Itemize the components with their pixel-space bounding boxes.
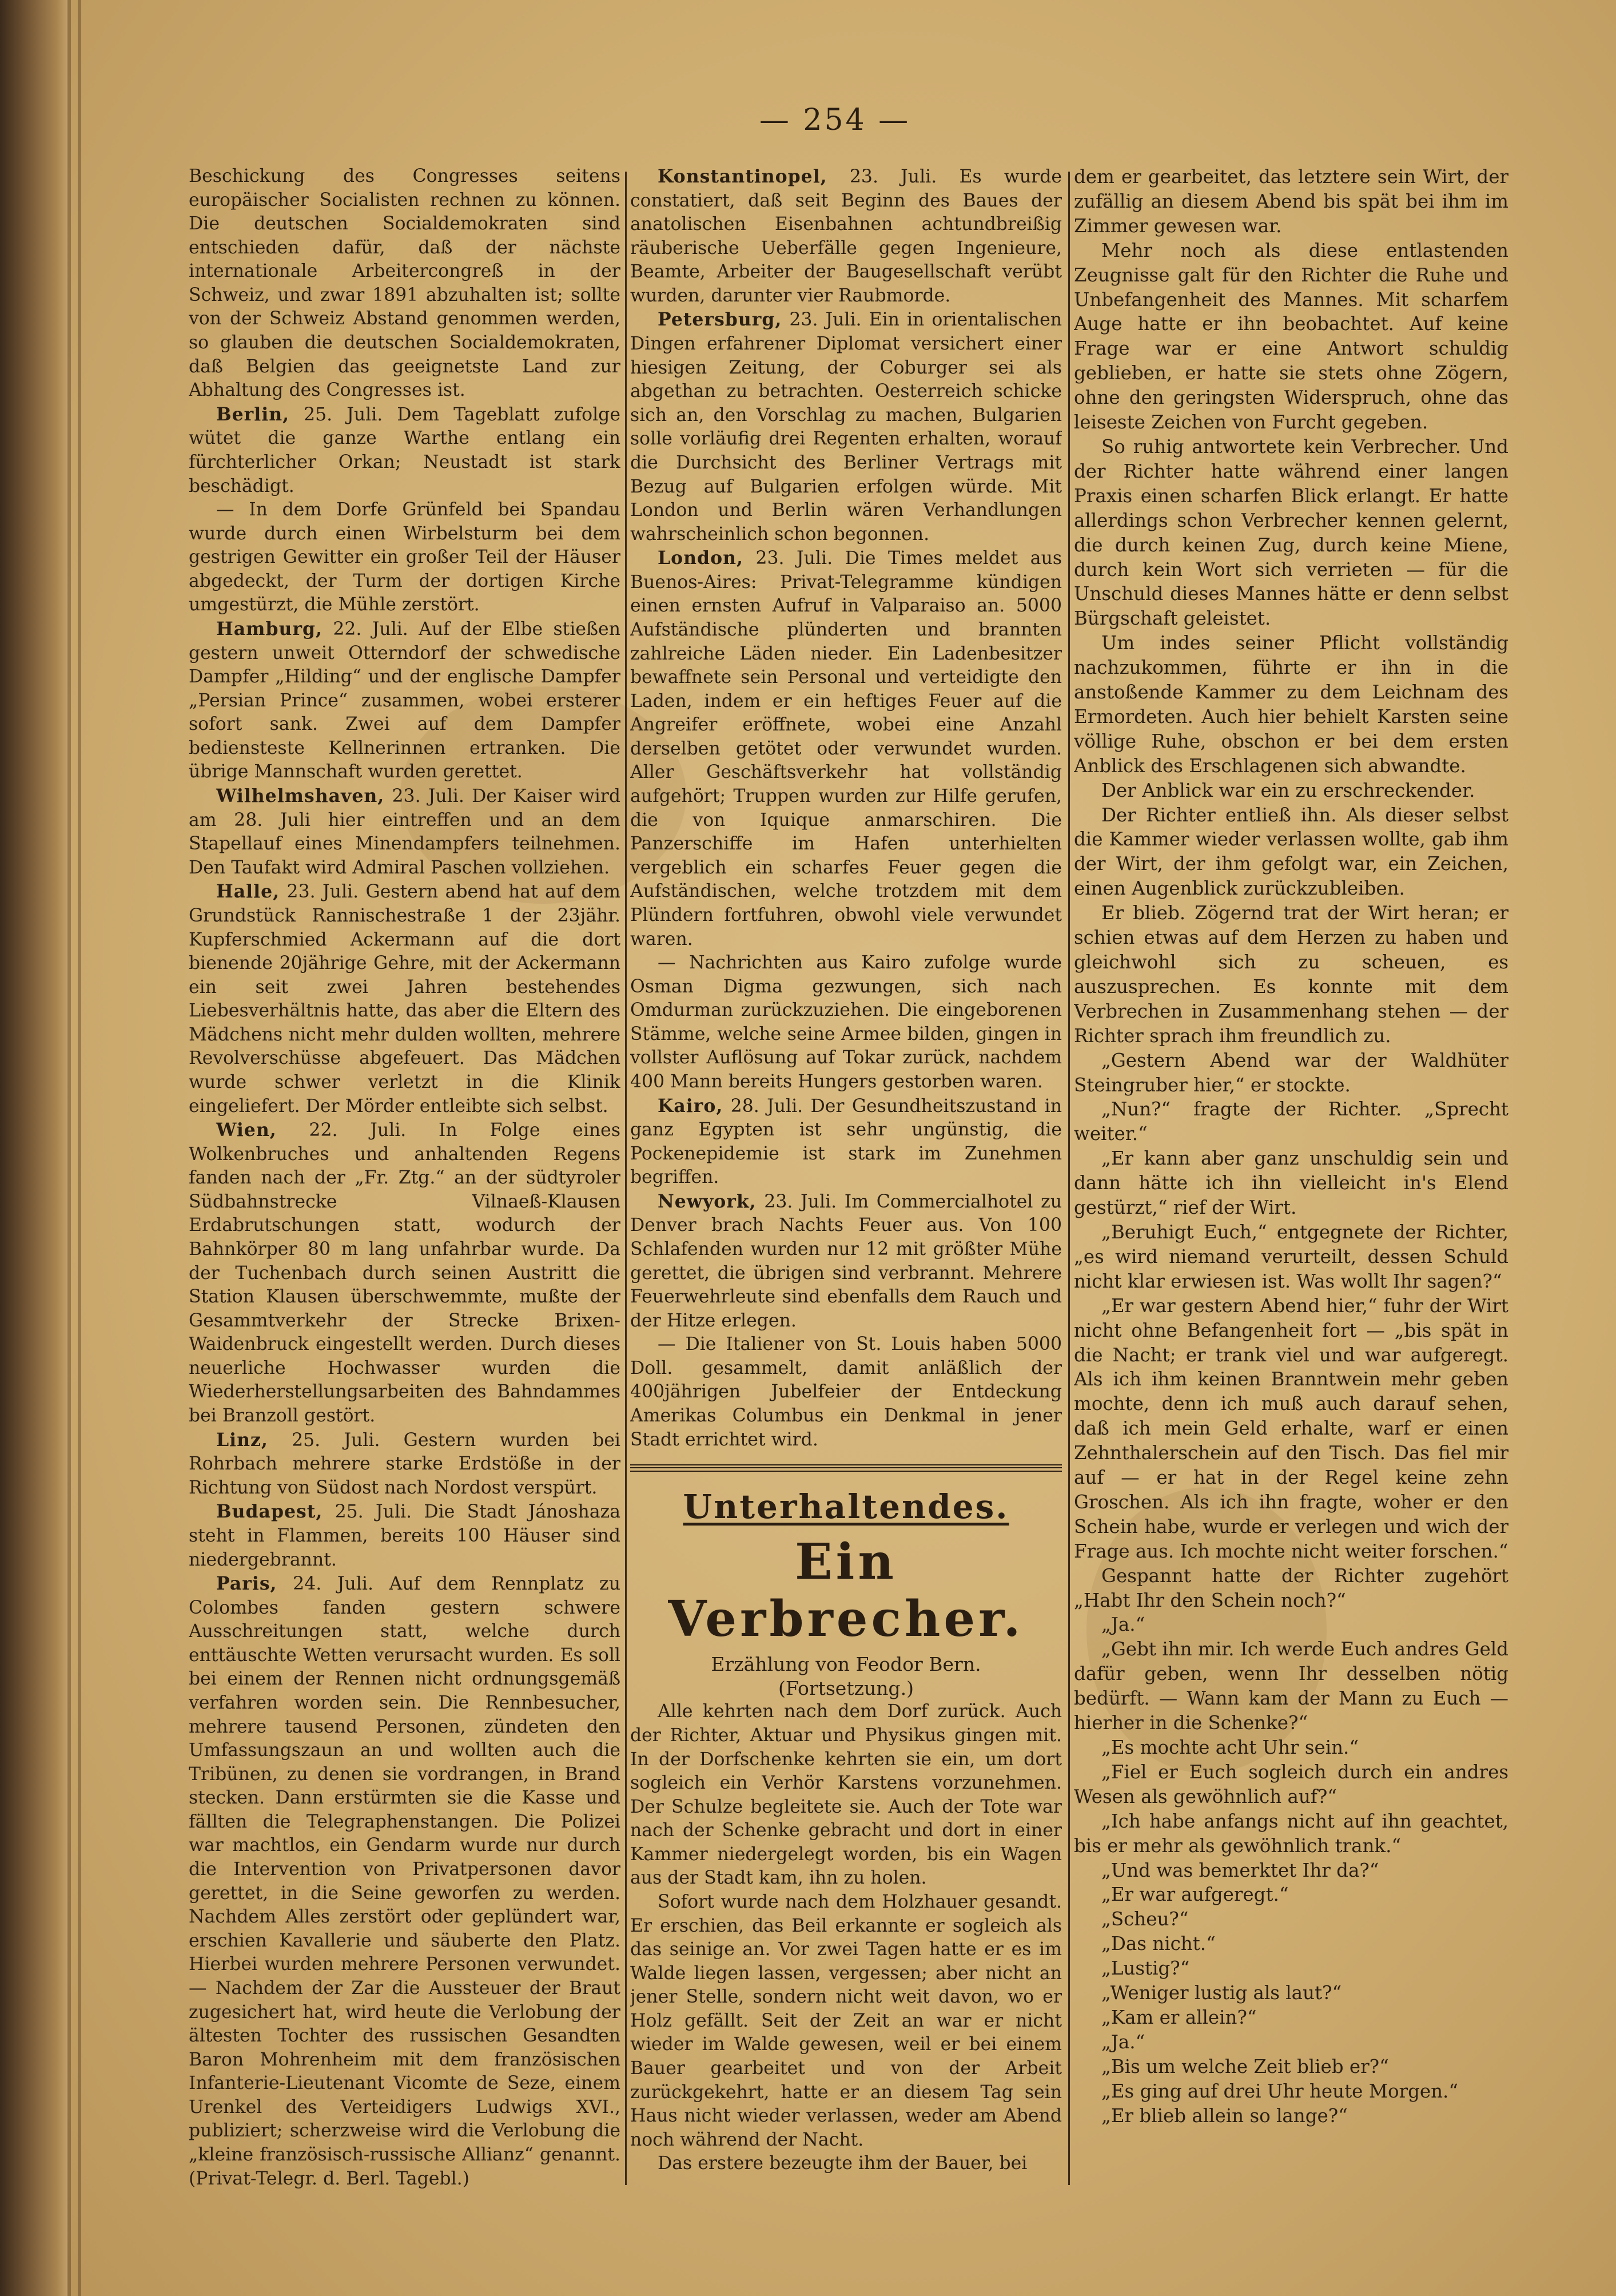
column-2 — [630, 165, 1062, 2201]
story-paragraph: Der Richter entließ ihn. Als dieser selbst die Kammer wieder verlassen wollte, gab ihm der Wirt, der ihm gefolgt war, ein Zeichen, einen Augenblick zurückzubleiben. — [1074, 804, 1508, 900]
news-paragraph: — Nachrichten aus Kairo zufolge wurde Osman Digma gezwungen, sich nach Omdurman zurückzuziehen. Die eingeborenen Stämme, welche seine Armee bilden, gingen in vollster Auflösung auf Tokar zurück, nachdem 400 Mann bereits Hungers gestorben waren. — [630, 952, 1062, 1092]
news-paragraph: — Die Italiener von St. Louis haben 5000 Doll. gesammelt, damit anläßlich der 400jährigen Jubelfeier der Entdeckung Amerikas Columbus ein Denkmal in jener Stadt errichtet wird. — [630, 1334, 1062, 1450]
dialogue-line: „Beruhigt Euch,“ entgegnete der Richter, „es wird niemand verurteilt, dessen Schuld nicht klar erwiesen ist. Was wollt Ihr sagen?“ — [1074, 1221, 1508, 1292]
dateline: Wilhelmshaven, — [216, 785, 385, 807]
story-title: Ein Verbrecher. — [668, 1533, 1024, 1648]
news-text: 23. Juli. Im Commercialhotel zu Denver brach Nachts Feuer aus. Von 100 Schlafenden wurden nur 12 mit größter Mühe gerettet, die übrigen sind verbrannt. Mehrere Feuerwehrleute sind ebenfalls dem Rauch und der Hitze erlegen. — [630, 1191, 1062, 1331]
section-heading: Unterhaltendes. — [683, 1487, 1009, 1527]
story-paragraph: Mehr noch als diese entlastenden Zeugnisse galt für den Richter die Ruhe und Unbefangenheit des Mannes. Mit scharfem Auge hatte er ihn beobachtet. Auf keine Frage war er eine Antwort schuldig geblieben, er hatte sie stets ohne Zögern, ohne den geringsten Widerspruch, ohne das leiseste Zeichen von Furcht gegeben. — [1074, 239, 1508, 434]
news-item — [189, 784, 620, 880]
column-rule — [1068, 172, 1070, 2185]
news-paragraph: — In dem Dorfe Grünfeld bei Spandau wurde durch einen Wirbelsturm bei dem gestrigen Gewitter ein großer Teil der Häuser abgedeckt, der Turm der dortigen Kirche umgestürzt, die Mühle zerstört. — [189, 499, 620, 615]
dialogue-line: „Er kann aber ganz unschuldig sein und dann hätte ich ihn vielleicht in's Elend gestürzt,“ rief der Wirt. — [1074, 1147, 1508, 1219]
dialogue-line: „Nun?“ fragte der Richter. „Sprecht weiter.“ — [1074, 1098, 1508, 1145]
story-paragraph: Um indes seiner Pflicht vollständig nachzukommen, führte er ihn in die anstoßende Kammer zu dem Leichnam des Ermordeten. Auch hier behielt Karsten seine völlige Ruhe, obschon er bei dem ersten Anblick des Erschlagenen sich abwandte. — [1074, 632, 1508, 777]
page-number: — 254 — — [759, 103, 911, 137]
news-item — [630, 1190, 1062, 1333]
book-binding-edge — [0, 0, 67, 2296]
news-item — [189, 617, 620, 784]
story-paragraph: Er blieb. Zögernd trat der Wirt heran; er schien etwas auf dem Herzen zu haben und gleichwohl sich zu scheuen, es auszusprechen. Es konnte mit dem Verbrechen in Zusammenhang stehen — der Richter sprach ihm freundlich zu. — [1074, 902, 1508, 1047]
news-text: 23. Juli. Gestern abend hat auf dem Grundstück Rannischestraße 1 der 23jähr. Kupferschmied Ackermann auf die dort bienende 20jährige Gehre, mit der Ackermann ein seit zwei Jahren bestehendes Liebesverhältnis hatte, das aber die Eltern des Mädchens nicht mehr dulden wollten, mehrere Revolverschüsse abgefeuert. Das Mädchen wurde schwer verletzt in die Klinik eingeliefert. Der Mörder entleibte sich selbst. — [189, 881, 620, 1117]
news-item — [189, 403, 620, 498]
news-item — [189, 1428, 620, 1500]
dateline: Konstantinopel, — [658, 166, 827, 187]
news-text: 25. Juli. Die Stadt Jánoshaza steht in Flammen, bereits 100 Häuser sind niedergebrannt. — [189, 1501, 620, 1570]
dateline: Hamburg, — [216, 618, 323, 639]
news-paragraph: Beschickung des Congresses seitens europäischer Socialisten rechnen zu können. Die deutschen Socialdemokraten sind entschieden dafür, daß der nächste internationale Arbeitercongreß in der Schweiz, und zwar 1891 abzuhalten ist; sollte von der Schweiz Abstand genommen werden, so glauben die deutschen Socialdemokraten, daß Belgien das geeignetste Land zur Abhaltung des Congresses ist. — [189, 166, 620, 401]
story-paragraph: Sofort wurde nach dem Holzhauer gesandt. Er erschien, das Beil erkannte er sogleich als das seinige an. Vor zwei Tagen hatte er es im Walde liegen lassen, vergessen; aber nicht an jener Stelle, sondern nicht weit davon, wo er Holz gefällt. Seit der Zeit an war er nicht wieder im Walde gewesen, weil er bei einem Bauer gearbeitet und von der Arbeit zurückgekehrt, hatte er an diesem Tag sein Haus nicht wieder verlassen, weder am Abend noch während der Nacht. — [630, 1892, 1062, 2150]
dialogue-line: „Fiel er Euch sogleich durch ein andres Wesen als gewöhnlich auf?“ — [1074, 1761, 1508, 1808]
dialogue-line: „Er blieb allein so lange?“ — [1101, 2104, 1348, 2127]
dialogue-line: „Es mochte acht Uhr sein.“ — [1101, 1737, 1359, 1758]
dateline: London, — [658, 547, 743, 569]
news-text: 25. Juli. Gestern wurden bei Rohrbach mehrere starke Erdstöße in der Richtung von Südost nach Nordost verspürt. — [189, 1429, 620, 1498]
dialogue-line: „Scheu?“ — [1101, 1908, 1189, 1930]
news-text: 24. Juli. Auf dem Rennplatz zu Colombes fanden gestern schwere Ausschreitungen statt, welche durch enttäuschte Wetten verursacht wurden. Es soll bei einem der Rennen nicht ordnungsgemäß verfahren worden sein. Die Rennbesucher, mehrere tausend Personen, zündeten den Umfassungszaun an und wollten auch die Tribünen, zu denen sie vordrangen, in Brand stecken. Dann erstürmten sie die Kasse und fällten die Telegraphenstangen. Die Polizei war machtlos, ein Gendarm wurde nur durch die Intervention von Privatpersonen davor gerettet, in die Seine geworfen zu werden. Nachdem Alles zerstört oder geplündert war, erschien Kavallerie und säuberte den Platz. Hierbei wurden mehrere Personen verwundet. — Nachdem der Zar die Aussteuer der Braut zugesichert hat, wird heute die Verlobung der ältesten Tochter des russischen Gesandten Baron Mohrenheim mit dem französischen Infanterie-Lieutenant Vicomte de Seze, einem Urenkel des Verteidigers Ludwigs XVI., publiziert; scherzweise wird die Verlobung die „kleine französisch-russische Allianz“ genannt. (Privat-Telegr. d. Berl. Tagebl.) — [189, 1574, 620, 2189]
dialogue-line: „Gebt ihn mir. Ich werde Euch andres Geld dafür geben, wenn Ihr desselben nötig bedürft. — Wann kam der Mann zu Euch — hierher in die Schenke?“ — [1074, 1638, 1508, 1734]
column-3 — [1074, 165, 1508, 2201]
dateline: Paris, — [216, 1573, 277, 1595]
story-paragraph: So ruhig antwortete kein Verbrecher. Und der Richter hatte während einer langen Praxis einen scharfen Blick erlangt. Er hatte allerdings schon Verbrecher kennen gelernt, die durch keinen Zug, durch keine Miene, durch kein Wort sich verrieten — für die Unschuld dieses Mannes hätte er denn selbst Bürgschaft geleistet. — [1074, 435, 1508, 630]
news-item — [630, 546, 1062, 951]
column-rule — [625, 172, 627, 2185]
news-item — [189, 1572, 620, 2191]
dateline: Kairo, — [658, 1095, 723, 1117]
dialogue-line: „Bis um welche Zeit blieb er?“ — [1101, 2055, 1389, 2077]
dialogue-line: Gespannt hatte der Richter zugehört „Habt Ihr den Schein noch?“ — [1074, 1564, 1508, 1611]
news-item — [630, 1094, 1062, 1190]
dialogue-line: „Weniger lustig als laut?“ — [1101, 1982, 1342, 2004]
dialogue-line: „Ja.“ — [1101, 1614, 1145, 1636]
continuation-note: (Fortsetzung.) — [778, 1677, 914, 1699]
dateline: Halle, — [216, 881, 280, 903]
dateline: Wien, — [216, 1119, 277, 1141]
dialogue-line: „Das nicht.“ — [1101, 1933, 1216, 1955]
dialogue-line: „Es ging auf drei Uhr heute Morgen.“ — [1101, 2080, 1459, 2102]
news-text: 23. Juli. Der Kaiser wird am 28. Juli hier eintreffen und an dem Stapellauf eines Minendampfers teilnehmen. Den Taufakt wird Admiral Paschen vollziehen. — [189, 786, 620, 878]
dateline: Newyork, — [658, 1190, 757, 1212]
news-item — [630, 308, 1062, 546]
story-paragraph: Das erstere bezeugte ihm der Bauer, bei — [658, 2153, 1028, 2174]
story-paragraph: Alle kehrten nach dem Dorf zurück. Auch der Richter, Aktuar und Physikus gingen mit. In der Dorfschenke kehrten sie ein, um dort sogleich ein Verhör Karstens vorzunehmen. Der Schulze begleitete sie. Auch der Tote war nach der Schenke gebracht und dort in einer Kammer niedergelegt worden, bis ein Wagen aus der Stadt kam, ihn zu holen. — [630, 1701, 1062, 1889]
dialogue-line: „Und was bemerktet Ihr da?“ — [1101, 1859, 1379, 1881]
story-byline: Erzählung von Feodor Bern. — [711, 1653, 981, 1676]
news-item — [189, 880, 620, 1118]
page-edge — [67, 0, 71, 2296]
section-separator — [630, 1464, 1062, 1472]
news-text: 25. Juli. Dem Tageblatt zufolge wütet die ganze Warthe entlang ein fürchterlicher Orkan; Neustadt ist stark beschädigt. — [189, 404, 620, 496]
news-item — [630, 165, 1062, 308]
news-text: 22. Juli. Auf der Elbe stießen gestern unweit Otterndorf der schwedische Dampfer „Hilding“ und der englische Dampfer „Persian Prince“ zusammen, wobei ersterer sofort sank. Zwei auf dem Dampfer bediensteste Kellnerinnen ertranken. Die übrige Mannschaft wurden gerettet. — [189, 618, 620, 782]
page-edge — [78, 0, 81, 2296]
dialogue-line: „Kam er allein?“ — [1101, 2006, 1257, 2028]
column-1 — [189, 165, 620, 2201]
dateline: Berlin, — [216, 403, 290, 425]
dateline: Budapest, — [216, 1501, 323, 1523]
news-text: 23. Juli. Es wurde constatiert, daß seit Beginn des Baues der anatolischen Eisenbahnen achtundbreißig räuberische Ueberfälle gegen Ingenieure, Beamte, Arbeiter der Baugesellschaft verübt wurden, darunter vier Raubmorde. — [630, 166, 1062, 306]
dialogue-line: „Gestern Abend war der Waldhüter Steingruber hier,“ er stockte. — [1074, 1049, 1508, 1096]
dialogue-line: „Lustig?“ — [1101, 1957, 1190, 1980]
news-text: 22. Juli. In Folge eines Wolkenbruches und anhaltenden Regens fanden nach der „Fr. Ztg.“ an der südtyroler Südbahnstrecke Vilnaeß-Klausen Erdabrutschungen statt, wodurch der Bahnkörper 80 m lang unfahrbar wurde. Da der Tuchenbach durch seinen Austritt die Station Klausen überschwemmte, mußte der Gesammtverkehr der Strecke Brixen-Waidenbruck eingestellt werden. Durch dieses neuerliche Hochwasser wurden die Wiederherstellungsarbeiten des Bahndammes bei Branzoll gestört. — [189, 1120, 620, 1427]
news-item — [189, 1500, 620, 1572]
news-text: 23. Juli. Ein in orientalischen Dingen erfahrener Diplomat versichert einer hiesigen Zeitung, der Coburger sei als abgethan zu betrachten. Oesterreich schicke sich an, den Vorschlag zu machen, Bulgarien solle vorläufig drei Regenten erhalten, worauf die Durchsicht des Berliner Vertrags mit Bezug auf Bulgarien erfolgen würde. Mit London und Berlin wären Verhandlungen wahrscheinlich schon begonnen. — [630, 309, 1062, 545]
dialogue-line: „Er war gestern Abend hier,“ fuhr der Wirt nicht ohne Befangenheit fort — „bis spät in die Nacht; er trank viel und war aufgeregt. Als ich ihm keinen Branntwein mehr geben mochte, denn ich muß auch darauf sehen, daß ich mein Geld erhalte, warf er einen Zehnthalerschein auf den Tisch. Das fiel mir auf — er hat in der Regel keine zehn Groschen. Als ich ihn fragte, woher er den Schein habe, wurde er verlegen und wich der Frage aus. Ich mochte nicht weiter forschen.“ — [1074, 1294, 1508, 1562]
dialogue-line: „Ich habe anfangs nicht auf ihn geachtet, bis er mehr als gewöhnlich trank.“ — [1074, 1810, 1508, 1857]
news-item — [189, 1118, 620, 1428]
news-text: 23. Juli. Die Times meldet aus Buenos-Aires: Privat-Telegramme kündigen einen ernsten Aufruf in Valparaiso an. 5000 Aufständische plünderten und brannten zahlreiche Läden nieder. Ein Ladenbesitzer bewaffnete sein Personal und verteidigte den Laden, indem er ein heftiges Feuer auf die Angreifer eröffnete, wobei eine Anzahl derselben getötet oder verwundet wurden. Aller Geschäftsverkehr hat vollständig aufgehört; Truppen wurden zur Hilfe gerufen, die von Iquique anmarschiren. Die Panzerschiffe im Hafen unterhielten vergeblich ein scharfes Feuer gegen die Aufständischen, welche trotzdem mit dem Plündern fortfuhren, obwohl viele verwundet waren. — [630, 548, 1062, 950]
dialogue-line: „Er war aufgeregt.“ — [1101, 1884, 1289, 1906]
story-paragraph: Der Anblick war ein zu erschreckender. — [1101, 779, 1475, 801]
story-paragraph: dem er gearbeitet, das letztere sein Wirt, der zufällig an diesem Abend bis spät bei ihm im Zimmer gewesen war. — [1074, 166, 1508, 237]
dateline: Petersburg, — [658, 309, 782, 331]
dialogue-line: „Ja.“ — [1101, 2031, 1145, 2053]
news-text: 28. Juli. Der Gesundheitszustand in ganz Egypten ist sehr ungünstig, die Pockenepidemie ist stark im Zunehmen begriffen. — [630, 1095, 1062, 1188]
dateline: Linz, — [216, 1429, 268, 1451]
